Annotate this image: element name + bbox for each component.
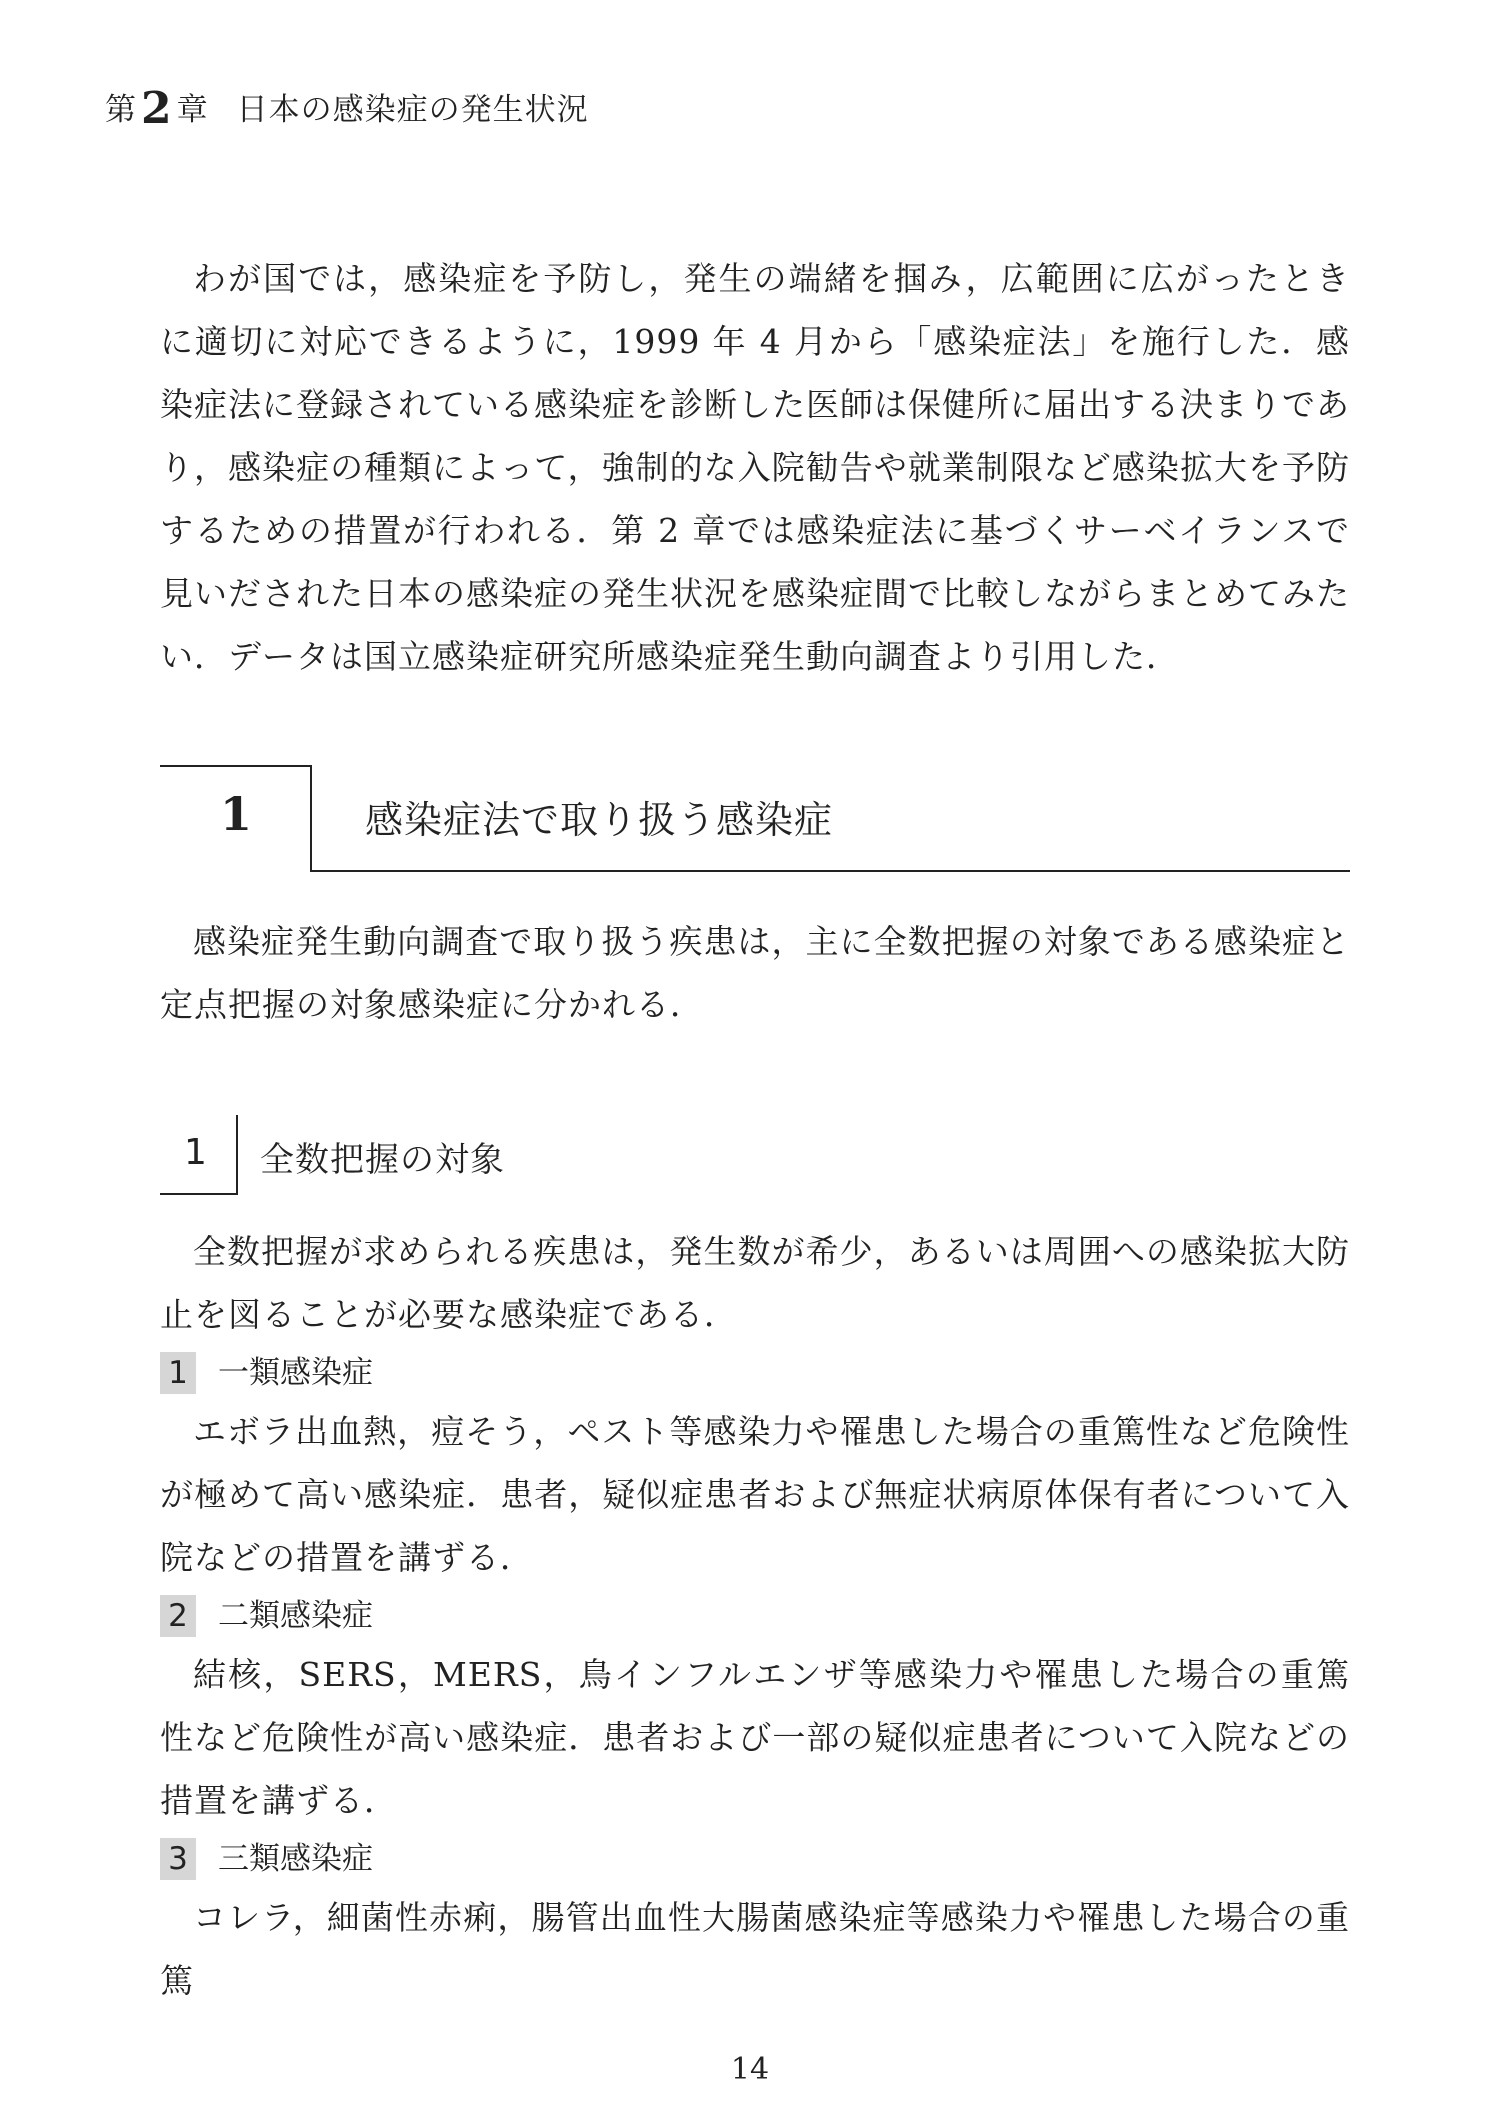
page-number: 14 xyxy=(730,2052,770,2087)
item-title: 三類感染症 xyxy=(218,1841,373,1877)
item-heading xyxy=(160,1838,373,1880)
section-heading-divider xyxy=(310,765,312,871)
intro-paragraph: わが国では，感染症を予防し，発生の端緒を掴み，広範囲に広がったときに適切に対応できるように，1999 年 4 月から「感染症法」を施行した．感染症法に登録されている感染症を診断した医師は保健所に届出する決まりであり，感染症の種類によって，強制的な入院勧告や就業制限など感染拡大を予防するための措置が行われる．第 2 章では感染症法に基づくサーベイランスで見いだされた日本の感染症の発生状況を感染症間で比較しながらまとめてみたい．データは国立感染症研究所感染症発生動向調査より引用した． xyxy=(160,259,1350,676)
section-heading-bottom-rule xyxy=(310,870,1350,872)
subsection-paragraph: 全数把握が求められる疾患は，発生数が希少，あるいは周囲への感染拡大防止を図ることが必要な感染症である． xyxy=(160,1232,1350,1334)
item-heading xyxy=(160,1352,373,1394)
item-heading xyxy=(160,1595,373,1637)
subsection-heading-divider xyxy=(236,1115,238,1193)
subsection-number: 1 xyxy=(184,1132,207,1173)
section-number: 1 xyxy=(220,787,253,841)
subsection-title: 全数把握の対象 xyxy=(260,1140,505,1180)
section-heading xyxy=(160,765,1350,873)
item-paragraph: エボラ出血熱，痘そう，ペスト等感染力や罹患した場合の重篤性など危険性が極めて高い感染症．患者，疑似症患者および無症状病原体保有者について入院などの措置を講ずる． xyxy=(160,1412,1350,1577)
chapter-prefix: 第 xyxy=(105,92,137,128)
chapter-suffix: 章 xyxy=(176,92,209,128)
running-head xyxy=(105,83,589,134)
section-heading-top-rule xyxy=(160,765,312,767)
subsection-heading xyxy=(160,1115,760,1195)
chapter-title: 日本の感染症の発生状況 xyxy=(236,92,589,128)
section-paragraph: 感染症発生動向調査で取り扱う疾患は，主に全数把握の対象である感染症と定点把握の対象感染症に分かれる． xyxy=(160,922,1350,1024)
item-number-badge: 1 xyxy=(160,1352,196,1394)
section-title: 感染症法で取り扱う感染症 xyxy=(365,798,834,842)
chapter-number: 2 xyxy=(141,83,173,134)
item-title: 二類感染症 xyxy=(218,1598,373,1634)
subsection-heading-rule xyxy=(160,1193,238,1195)
item-paragraph: コレラ，細菌性赤痢，腸管出血性大腸菌感染症等感染力や罹患した場合の重篤 xyxy=(160,1898,1350,2000)
item-paragraph: 結核，SERS，MERS，鳥インフルエンザ等感染力や罹患した場合の重篤性など危険性が高い感染症．患者および一部の疑似症患者について入院などの措置を講ずる． xyxy=(160,1655,1350,1820)
item-number-badge: 2 xyxy=(160,1595,196,1637)
item-number-badge: 3 xyxy=(160,1838,196,1880)
item-title: 一類感染症 xyxy=(218,1355,373,1391)
